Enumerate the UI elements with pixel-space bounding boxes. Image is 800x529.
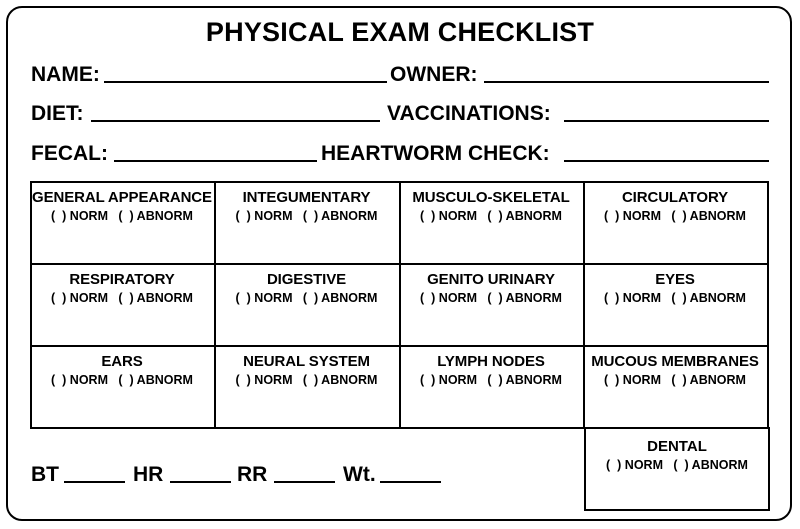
hr-label: HR — [133, 463, 164, 486]
name-field[interactable] — [104, 81, 387, 83]
fecal-label: FECAL: — [31, 142, 108, 165]
system-label: LYMPH NODES — [437, 353, 545, 370]
system-cell — [583, 181, 767, 263]
hr-field[interactable] — [170, 481, 231, 483]
rr-label: RR — [237, 463, 268, 486]
norm-abnorm-options[interactable]: ( ) NORM ( ) ABNORM — [604, 291, 746, 305]
norm-abnorm-options[interactable]: ( ) NORM ( ) ABNORM — [235, 373, 378, 387]
system-cell — [583, 345, 767, 427]
system-label: RESPIRATORY — [69, 271, 175, 288]
wt-field[interactable] — [380, 481, 441, 483]
bt-label: BT — [31, 463, 59, 486]
system-cell — [30, 181, 214, 263]
norm-abnorm-options[interactable]: ( ) NORM ( ) ABNORM — [420, 291, 562, 305]
norm-abnorm-options[interactable]: ( ) NORM ( ) ABNORM — [420, 373, 562, 387]
system-cell — [399, 181, 583, 263]
system-label: MUCOUS MEMBRANES — [591, 353, 759, 370]
system-label: MUSCULO-SKELETAL — [412, 189, 570, 206]
system-label: DIGESTIVE — [266, 271, 347, 288]
system-cell — [30, 263, 214, 345]
system-cell — [399, 263, 583, 345]
owner-label: OWNER: — [390, 63, 478, 86]
system-cell — [583, 263, 767, 345]
system-cell — [214, 263, 399, 345]
system-label: INTEGUMENTARY — [242, 189, 371, 206]
fecal-field[interactable] — [114, 160, 317, 162]
diet-field[interactable] — [91, 120, 380, 122]
system-label: CIRCULATORY — [621, 189, 729, 206]
system-label: GENERAL APPEARANCE — [32, 189, 212, 206]
system-cell — [30, 345, 214, 427]
vaccinations-field[interactable] — [564, 120, 769, 122]
name-label: NAME: — [31, 63, 100, 86]
norm-abnorm-options[interactable]: ( ) NORM ( ) ABNORM — [604, 373, 746, 387]
rr-field[interactable] — [274, 481, 335, 483]
system-label: NEURAL SYSTEM — [243, 353, 370, 370]
dental-cell — [584, 427, 770, 511]
systems-grid — [30, 181, 769, 428]
dental-options[interactable]: ( ) NORM ( ) ABNORM — [606, 458, 748, 472]
system-cell — [399, 345, 583, 427]
norm-abnorm-options[interactable]: ( ) NORM ( ) ABNORM — [420, 209, 562, 223]
heartworm-label: HEARTWORM CHECK: — [321, 142, 550, 165]
norm-abnorm-options[interactable]: ( ) NORM ( ) ABNORM — [51, 291, 193, 305]
norm-abnorm-options[interactable]: ( ) NORM ( ) ABNORM — [51, 209, 193, 223]
norm-abnorm-options[interactable]: ( ) NORM ( ) ABNORM — [51, 373, 193, 387]
norm-abnorm-options[interactable]: ( ) NORM ( ) ABNORM — [235, 209, 378, 223]
system-cell — [214, 181, 399, 263]
vaccinations-label: VACCINATIONS: — [387, 102, 551, 125]
system-cell — [214, 345, 399, 427]
dental-label: DENTAL — [647, 438, 707, 455]
owner-field[interactable] — [484, 81, 769, 83]
system-label: EARS — [101, 353, 143, 370]
system-label: EYES — [655, 271, 695, 288]
system-label: GENITO URINARY — [427, 271, 555, 288]
norm-abnorm-options[interactable]: ( ) NORM ( ) ABNORM — [235, 291, 378, 305]
diet-label: DIET: — [31, 102, 84, 125]
norm-abnorm-options[interactable]: ( ) NORM ( ) ABNORM — [604, 209, 746, 223]
grid-border-right — [767, 181, 769, 428]
bt-field[interactable] — [64, 481, 125, 483]
heartworm-field[interactable] — [564, 160, 769, 162]
form-title: PHYSICAL EXAM CHECKLIST — [205, 17, 595, 47]
wt-label: Wt. — [343, 463, 376, 486]
